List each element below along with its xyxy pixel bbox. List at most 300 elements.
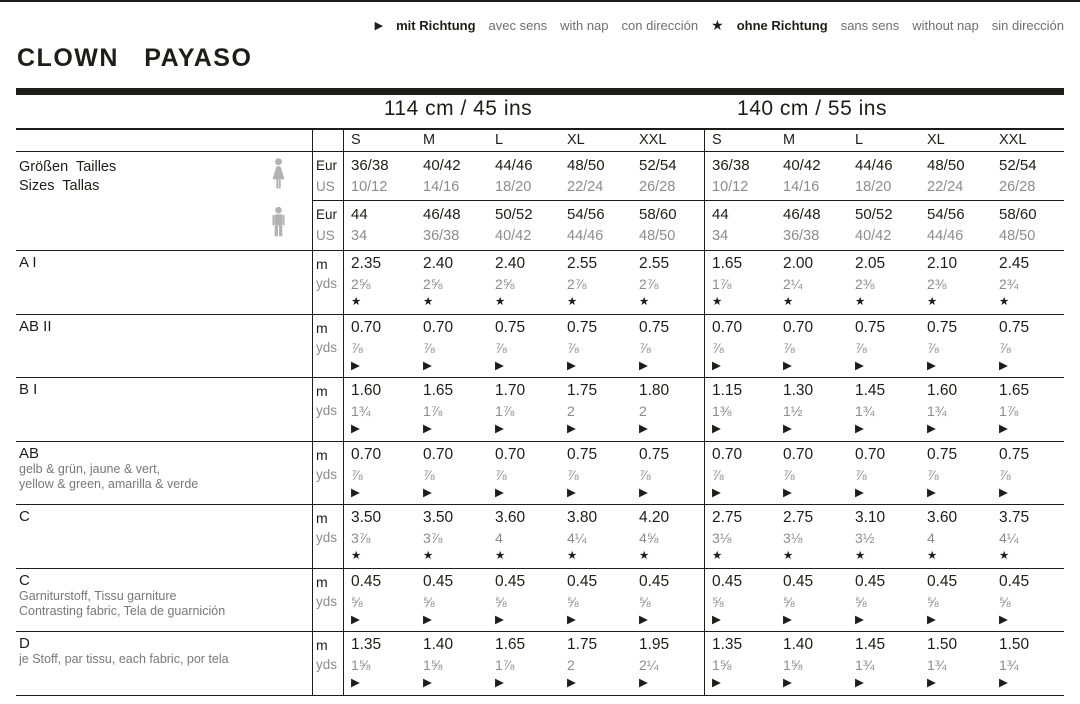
- meters-value: 1.65: [495, 636, 526, 653]
- yards-value: ⅝: [351, 593, 363, 610]
- meters-value: 0.75: [855, 318, 886, 336]
- yards-value: 2¼: [783, 276, 803, 292]
- yardage-cell: [632, 251, 704, 314]
- yardage-cell: [920, 442, 992, 505]
- yards-value: ⅞: [999, 339, 1011, 356]
- meters-value: 0.45: [351, 572, 382, 590]
- size-column-header: S: [704, 130, 776, 151]
- yards-value: ⅞: [351, 466, 363, 483]
- size-cell: [344, 201, 416, 250]
- yardage-cell: [704, 251, 776, 314]
- meters-value: 0.45: [639, 572, 670, 590]
- yards-value: 2: [639, 403, 647, 419]
- meters-value: 1.60: [351, 382, 382, 399]
- with-nap-marker: ▶: [927, 423, 936, 435]
- without-nap-marker: ★: [567, 550, 578, 562]
- yards-value: ⅞: [927, 466, 939, 483]
- yards-value: 2⅝: [423, 276, 443, 292]
- unit-m-label: m: [316, 637, 328, 653]
- yardage-cell: [488, 632, 560, 695]
- meters-value: 3.60: [495, 509, 526, 526]
- unit-m-label: m: [316, 383, 328, 399]
- without-nap-marker: ★: [423, 550, 434, 562]
- with-nap-marker: ▶: [495, 613, 504, 626]
- meters-value: 2.55: [639, 255, 670, 272]
- eur-size-value: 44/46: [495, 157, 533, 174]
- view-sublabel: gelb & grün, jaune & vert,: [19, 461, 161, 476]
- fabric-row: [16, 251, 1064, 315]
- yards-value: ⅞: [423, 339, 435, 356]
- meters-value: 0.75: [999, 445, 1030, 463]
- legend-label-en-with: with nap: [560, 18, 609, 33]
- without-nap-marker: ★: [423, 296, 434, 308]
- size-column-header: M: [783, 132, 796, 148]
- meters-value: 2.55: [567, 255, 598, 272]
- yards-value: ⅝: [927, 593, 939, 610]
- yards-value: 4¼: [999, 530, 1019, 546]
- eur-size-value: 54/56: [567, 206, 605, 223]
- yardage-cell: [992, 315, 1064, 378]
- us-size-value: 10/12: [351, 179, 388, 195]
- with-nap-marker: ▶: [567, 486, 576, 499]
- meters-value: 3.80: [567, 509, 598, 526]
- meters-value: 2.10: [927, 255, 958, 272]
- yardage-cell: [344, 315, 416, 378]
- man-icon: [267, 205, 290, 245]
- without-nap-marker: ★: [783, 296, 794, 308]
- page-title: CLOWN PAYASO: [17, 44, 253, 72]
- title-divider-bar: [16, 88, 1064, 95]
- yardage-cell: [920, 569, 992, 632]
- with-nap-marker: ▶: [712, 677, 721, 689]
- size-cell: [488, 201, 560, 250]
- meters-value: 1.65: [712, 255, 743, 272]
- view-label-cell: [16, 505, 312, 568]
- size-column-header: L: [495, 132, 504, 148]
- size-column-header: XL: [567, 132, 585, 148]
- yardage-cell: [416, 378, 488, 441]
- yards-value: 1¾: [351, 403, 371, 419]
- legend-label-es-with: con dirección: [621, 18, 699, 33]
- size-cell: [632, 152, 704, 200]
- yards-value: 3⅞: [423, 530, 443, 546]
- eur-size-value: 50/52: [495, 206, 533, 223]
- yardage-cell: [560, 251, 632, 314]
- fabric-row: [16, 569, 1064, 633]
- unit-yds-label: yds: [316, 466, 338, 482]
- view-sublabel: Contrasting fabric, Tela de guarnición: [19, 603, 226, 618]
- yards-value: 1¾: [927, 403, 947, 419]
- yards-value: 3⅛: [712, 530, 732, 546]
- yardage-cell: [992, 442, 1064, 505]
- without-nap-marker: ★: [495, 550, 506, 562]
- yardage-cell: [632, 632, 704, 695]
- yardage-cell: [992, 569, 1064, 632]
- yards-value: 3⅞: [351, 530, 371, 546]
- fabric-row: [16, 632, 1064, 696]
- meters-value: 3.50: [423, 509, 454, 526]
- view-label-cell: [16, 632, 312, 695]
- meters-value: 0.45: [999, 572, 1030, 590]
- meters-value: 1.65: [423, 382, 454, 399]
- eur-size-value: 40/42: [423, 157, 461, 174]
- us-size-value: 22/24: [567, 179, 604, 195]
- meters-value: 1.35: [351, 636, 382, 653]
- yardage-cell: [416, 632, 488, 695]
- meters-value: 0.70: [351, 445, 382, 463]
- meters-value: 0.70: [783, 318, 814, 336]
- yardage-cell: [560, 632, 632, 695]
- woman-icon: [267, 157, 290, 197]
- unit-cell: [312, 632, 344, 695]
- us-size-value: 48/50: [999, 228, 1036, 244]
- yardage-cell: [992, 251, 1064, 314]
- meters-value: 0.75: [639, 445, 670, 463]
- without-nap-marker: ★: [639, 296, 650, 308]
- us-size-value: 26/28: [639, 179, 676, 195]
- meters-value: 1.75: [567, 382, 598, 399]
- eur-size-value: 58/60: [639, 206, 677, 223]
- yards-value: 2⅝: [351, 276, 371, 292]
- unit-cell: [312, 442, 344, 505]
- yardage-cell: [848, 251, 920, 314]
- yardage-cell: [848, 442, 920, 505]
- yardage-cell: [632, 442, 704, 505]
- meters-value: 1.75: [567, 636, 598, 653]
- yards-value: 1¾: [855, 657, 875, 673]
- yards-value: 4: [927, 530, 935, 546]
- yards-value: ⅝: [712, 593, 724, 610]
- meters-value: 1.50: [999, 636, 1030, 653]
- yards-value: ⅝: [783, 593, 795, 610]
- yards-value: ⅝: [423, 593, 435, 610]
- without-nap-marker: ★: [927, 296, 938, 308]
- size-column-header: M: [423, 132, 436, 148]
- unit-yds-label: yds: [316, 339, 338, 355]
- with-nap-marker: ▶: [351, 486, 360, 499]
- with-nap-marker: ▶: [495, 359, 504, 372]
- yardage-cell: [416, 505, 488, 568]
- fabric-row: [16, 442, 1064, 506]
- with-nap-marker: ▶: [639, 677, 648, 689]
- view-label-cell: [16, 442, 312, 505]
- meters-value: 0.75: [927, 318, 958, 336]
- eur-size-value: 44/46: [855, 157, 893, 174]
- view-label: AB: [19, 444, 40, 462]
- without-nap-marker: ★: [639, 550, 650, 562]
- yardage-cell: [344, 569, 416, 632]
- eur-label: Eur: [316, 158, 338, 173]
- with-nap-marker: ▶: [495, 486, 504, 499]
- legend-label-de-without: ohne Richtung: [736, 18, 828, 33]
- size-header-row: [16, 130, 1064, 152]
- yardage-cell: [560, 315, 632, 378]
- with-nap-marker: ▶: [567, 423, 576, 435]
- yards-value: 1⅝: [783, 657, 803, 673]
- yardage-cell: [488, 569, 560, 632]
- yards-value: 1¾: [927, 657, 947, 673]
- yards-value: ⅞: [567, 339, 579, 356]
- size-cell: [416, 201, 488, 250]
- meters-value: 0.45: [567, 572, 598, 590]
- us-size-value: 26/28: [999, 179, 1036, 195]
- sizes-label-line2: Sizes Tallas: [19, 178, 100, 194]
- yards-value: ⅝: [639, 593, 651, 610]
- fabric-width-header-140: 140 cm / 55 ins: [737, 97, 887, 120]
- yards-value: ⅝: [567, 593, 579, 610]
- yards-value: 2¼: [639, 657, 659, 673]
- with-nap-marker: ▶: [712, 423, 721, 435]
- yards-value: ⅞: [495, 339, 507, 356]
- with-nap-marker: ▶: [423, 359, 432, 372]
- meters-value: 1.50: [927, 636, 958, 653]
- yardage-cell: [776, 569, 848, 632]
- us-size-value: 44/46: [927, 228, 964, 244]
- yards-value: 2⅜: [855, 276, 875, 292]
- meters-value: 2.45: [999, 255, 1030, 272]
- yardage-cell: [704, 569, 776, 632]
- eur-size-value: 44: [712, 206, 729, 223]
- sizes-section: [16, 152, 1064, 251]
- without-nap-icon: ★: [711, 17, 724, 33]
- meters-value: 2.35: [351, 255, 382, 272]
- size-cell: [848, 152, 920, 200]
- meters-value: 1.65: [999, 382, 1030, 399]
- with-nap-marker: ▶: [712, 359, 721, 372]
- yardage-cell: [488, 315, 560, 378]
- yardage-cell: [920, 505, 992, 568]
- with-nap-marker: ▶: [855, 613, 864, 626]
- yards-value: ⅞: [712, 339, 724, 356]
- size-cell: [992, 152, 1064, 200]
- yards-value: 1⅞: [495, 403, 515, 419]
- meters-value: 0.70: [712, 318, 743, 336]
- view-label-cell: [16, 569, 312, 632]
- size-column-header: XXL: [999, 132, 1027, 148]
- yards-value: ⅞: [423, 466, 435, 483]
- yardage-cell: [992, 632, 1064, 695]
- yards-value: 1⅞: [423, 403, 443, 419]
- us-size-value: 34: [351, 228, 368, 244]
- unit-m-label: m: [316, 573, 328, 590]
- unit-yds-label: yds: [316, 657, 338, 672]
- meters-value: 3.10: [855, 509, 886, 526]
- eur-size-value: 50/52: [855, 206, 893, 223]
- with-nap-marker: ▶: [999, 423, 1008, 435]
- us-size-value: 14/16: [783, 179, 820, 195]
- yardage-cell: [488, 251, 560, 314]
- fabric-rows: [16, 251, 1064, 696]
- view-sublabel: yellow & green, amarilla & verde: [19, 476, 199, 491]
- unit-m-label: m: [316, 256, 328, 272]
- with-nap-marker: ▶: [639, 423, 648, 435]
- yardage-cell: [344, 505, 416, 568]
- yardage-cell: [776, 315, 848, 378]
- with-nap-marker: ▶: [783, 423, 792, 435]
- yards-value: 1⅞: [999, 403, 1019, 419]
- eur-size-value: 36/38: [712, 157, 750, 174]
- unit-cell: [312, 569, 344, 632]
- nap-legend: [375, 17, 1064, 34]
- yardage-cell: [632, 378, 704, 441]
- yardage-cell: [776, 505, 848, 568]
- meters-value: 2.40: [495, 255, 526, 272]
- unit-cell: [312, 315, 344, 378]
- without-nap-marker: ★: [855, 550, 866, 562]
- with-nap-marker: ▶: [927, 677, 936, 689]
- men-unit-cell: [312, 201, 344, 250]
- view-label: B I: [19, 381, 38, 398]
- yardage-cell: [704, 315, 776, 378]
- legend-label-fr-without: sans sens: [840, 18, 900, 33]
- yards-value: ⅞: [639, 339, 651, 356]
- yards-value: ⅝: [495, 593, 507, 610]
- with-nap-marker: ▶: [999, 613, 1008, 626]
- yardage-cell: [704, 632, 776, 695]
- without-nap-marker: ★: [999, 550, 1010, 562]
- meters-value: 1.45: [855, 382, 886, 399]
- size-cell: [920, 152, 992, 200]
- us-size-value: 40/42: [855, 228, 892, 244]
- size-cell: [776, 201, 848, 250]
- without-nap-marker: ★: [495, 296, 506, 308]
- view-label-cell: [16, 378, 312, 441]
- legend-label-en-without: without nap: [912, 18, 979, 33]
- yardage-cell: [848, 569, 920, 632]
- without-nap-marker: ★: [999, 296, 1010, 308]
- with-nap-marker: ▶: [855, 359, 864, 372]
- meters-value: 1.95: [639, 636, 670, 653]
- fabric-row: [16, 315, 1064, 379]
- without-nap-marker: ★: [351, 550, 362, 562]
- fabric-row: [16, 378, 1064, 442]
- without-nap-marker: ★: [927, 550, 938, 562]
- men-sizes-row: [312, 201, 1064, 250]
- yardage-cell: [776, 442, 848, 505]
- sizes-label-line1: Größen Tailles: [19, 159, 117, 175]
- view-label: D: [19, 635, 30, 652]
- view-label: A I: [19, 254, 37, 271]
- meters-value: 1.70: [495, 382, 526, 399]
- meters-value: 1.80: [639, 382, 670, 399]
- us-label: US: [316, 228, 335, 243]
- with-nap-marker: ▶: [639, 359, 648, 372]
- yards-value: 1½: [783, 403, 803, 419]
- unit-m-label: m: [316, 446, 328, 463]
- unit-yds-label: yds: [316, 276, 338, 291]
- eur-size-value: 54/56: [927, 206, 965, 223]
- eur-size-value: 58/60: [999, 206, 1037, 223]
- yardage-cell: [344, 378, 416, 441]
- eur-size-value: 40/42: [783, 157, 821, 174]
- yardage-cell: [632, 569, 704, 632]
- meters-value: 3.75: [999, 509, 1030, 526]
- yards-value: ⅝: [855, 593, 867, 610]
- meters-value: 1.45: [855, 636, 886, 653]
- yardage-cell: [848, 632, 920, 695]
- view-sublabel: je Stoff, par tissu, each fabric, por tela: [19, 652, 229, 666]
- meters-value: 0.45: [495, 572, 526, 590]
- with-nap-marker: ▶: [927, 486, 936, 499]
- size-cell: [632, 201, 704, 250]
- meters-value: 1.35: [712, 636, 743, 653]
- size-cell: [344, 152, 416, 200]
- yards-value: ⅞: [855, 339, 867, 356]
- unit-yds-label: yds: [316, 403, 338, 418]
- yards-value: 3⅛: [783, 530, 803, 546]
- meters-value: 0.70: [712, 445, 743, 463]
- meters-value: 0.70: [423, 318, 454, 336]
- eur-size-value: 48/50: [567, 157, 605, 174]
- us-size-value: 14/16: [423, 179, 460, 195]
- with-nap-marker: ▶: [855, 486, 864, 499]
- without-nap-marker: ★: [855, 296, 866, 308]
- yards-value: 1⅞: [495, 657, 515, 673]
- yards-value: 4¼: [567, 530, 587, 546]
- view-sublabel: Garniturstoff, Tissu garniture: [19, 588, 177, 603]
- without-nap-marker: ★: [351, 296, 362, 308]
- fabric-width-header-114: 114 cm / 45 ins: [383, 97, 533, 120]
- with-nap-marker: ▶: [999, 677, 1008, 689]
- with-nap-marker: ▶: [351, 613, 360, 626]
- yards-value: 2: [567, 657, 575, 673]
- yards-value: ⅞: [927, 339, 939, 356]
- size-column-header: XXL: [639, 132, 667, 148]
- meters-value: 1.30: [783, 382, 814, 399]
- yards-value: ⅝: [999, 593, 1011, 610]
- with-nap-marker: ▶: [639, 613, 648, 626]
- with-nap-marker: ▶: [855, 677, 864, 689]
- size-cell: [416, 152, 488, 200]
- meters-value: 4.20: [639, 509, 670, 526]
- view-label-cell: [16, 251, 312, 314]
- view-label: C: [19, 571, 30, 589]
- with-nap-marker: ▶: [927, 359, 936, 372]
- yards-value: 2: [567, 403, 575, 419]
- legend-label-es-without: sin dirección: [991, 18, 1064, 33]
- yardage-cell: [704, 378, 776, 441]
- sizes-values: [312, 152, 1064, 250]
- with-nap-marker: ▶: [567, 613, 576, 626]
- size-cell: [560, 201, 632, 250]
- us-size-value: 44/46: [567, 228, 604, 244]
- yards-value: 1¾: [999, 657, 1019, 673]
- yards-value: 3½: [855, 530, 875, 546]
- yardage-cell: [920, 315, 992, 378]
- eur-size-value: 46/48: [783, 206, 821, 223]
- with-nap-marker: ▶: [423, 677, 432, 689]
- yardage-cell: [704, 505, 776, 568]
- with-nap-marker: ▶: [351, 359, 360, 372]
- unit-cell: [312, 251, 344, 314]
- size-cell: [992, 201, 1064, 250]
- yardage-cell: [992, 505, 1064, 568]
- fabric-row: [16, 505, 1064, 569]
- yards-value: ⅞: [351, 339, 363, 356]
- meters-value: 0.75: [999, 318, 1030, 336]
- yardage-table: [16, 128, 1064, 696]
- yards-value: ⅞: [783, 466, 795, 483]
- meters-value: 2.75: [712, 509, 743, 526]
- meters-value: 0.45: [712, 572, 743, 590]
- us-size-value: 36/38: [423, 228, 460, 244]
- us-size-value: 18/20: [855, 179, 892, 195]
- yardage-cell: [416, 251, 488, 314]
- yardage-cell: [560, 378, 632, 441]
- yardage-cell: [992, 378, 1064, 441]
- meters-value: 2.05: [855, 255, 886, 272]
- legend-label-de-with: mit Richtung: [396, 18, 476, 33]
